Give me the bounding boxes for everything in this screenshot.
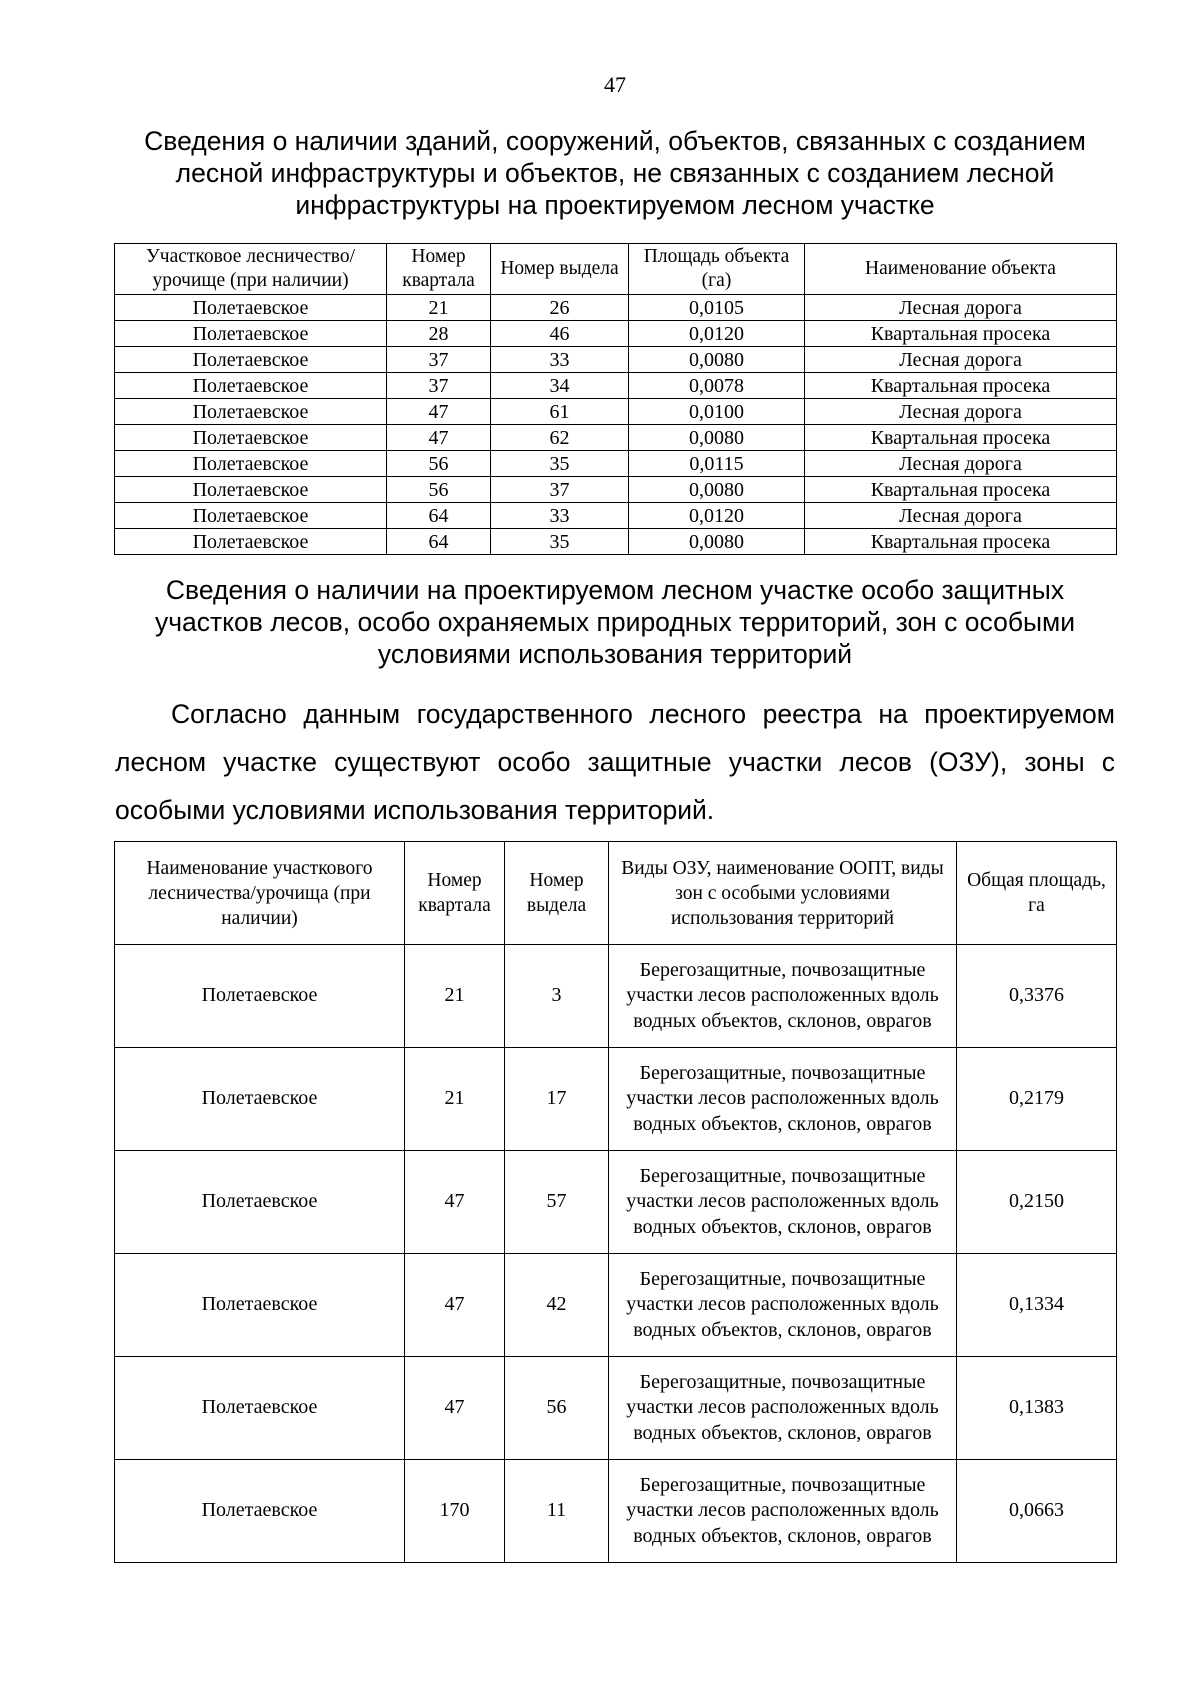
cell-forestry: Полетаевское bbox=[115, 1048, 405, 1151]
cell-forestry: Полетаевское bbox=[115, 373, 387, 399]
cell-protection-type: Берегозащитные, почвозащитные участки лесов расположенных вдоль водных объектов, склонов, оврагов bbox=[609, 1151, 957, 1254]
table-row bbox=[115, 347, 1117, 373]
body-paragraph: Согласно данным государственного лесного реестра на проектируемом лесном участке существуют особо защитные участки лесов (ОЗУ), зоны с особыми условиями использования территорий. bbox=[115, 699, 1115, 825]
header-area: Площадь объекта (га) bbox=[629, 244, 805, 295]
cell-area: 0,0080 bbox=[629, 529, 805, 555]
cell-area: 0,0100 bbox=[629, 399, 805, 425]
cell-quarter: 28 bbox=[387, 321, 491, 347]
cell-quarter: 56 bbox=[387, 477, 491, 503]
header-allotment: Номер выдела bbox=[491, 244, 629, 295]
cell-quarter: 170 bbox=[405, 1460, 505, 1563]
cell-forestry: Полетаевское bbox=[115, 1151, 405, 1254]
protected-areas-table bbox=[114, 841, 1117, 1563]
table-row bbox=[115, 477, 1117, 503]
cell-protection-type: Берегозащитные, почвозащитные участки лесов расположенных вдоль водных объектов, склонов, оврагов bbox=[609, 945, 957, 1048]
cell-forestry: Полетаевское bbox=[115, 477, 387, 503]
table-row bbox=[115, 373, 1117, 399]
cell-total-area: 0,2179 bbox=[957, 1048, 1117, 1151]
cell-forestry: Полетаевское bbox=[115, 945, 405, 1048]
cell-allotment: 56 bbox=[505, 1357, 609, 1460]
cell-allotment: 34 bbox=[491, 373, 629, 399]
page-number: 47 bbox=[604, 72, 626, 97]
cell-object-name: Лесная дорога bbox=[805, 451, 1117, 477]
header-quarter: Номер квартала bbox=[387, 244, 491, 295]
cell-allotment: 3 bbox=[505, 945, 609, 1048]
table-row bbox=[115, 1254, 1117, 1357]
cell-allotment: 46 bbox=[491, 321, 629, 347]
cell-quarter: 47 bbox=[405, 1357, 505, 1460]
cell-object-name: Лесная дорога bbox=[805, 399, 1117, 425]
cell-allotment: 33 bbox=[491, 347, 629, 373]
header-forestry-name: Наименование участкового лесничества/урочища (при наличии) bbox=[115, 842, 405, 945]
section-heading-infrastructure: Сведения о наличии зданий, сооружений, объектов, связанных с созданием лесной инфраструктуры и объектов, не связанных с созданием лесной инфраструктуры на проектируемом лесном участке bbox=[144, 126, 1086, 220]
cell-allotment: 11 bbox=[505, 1460, 609, 1563]
header-total-area: Общая площадь, га bbox=[957, 842, 1117, 945]
cell-object-name: Лесная дорога bbox=[805, 503, 1117, 529]
table-row bbox=[115, 1151, 1117, 1254]
cell-allotment: 42 bbox=[505, 1254, 609, 1357]
cell-quarter: 47 bbox=[387, 399, 491, 425]
cell-forestry: Полетаевское bbox=[115, 425, 387, 451]
cell-allotment: 37 bbox=[491, 477, 629, 503]
cell-object-name: Квартальная просека bbox=[805, 321, 1117, 347]
cell-quarter: 47 bbox=[405, 1254, 505, 1357]
cell-object-name: Квартальная просека bbox=[805, 477, 1117, 503]
cell-protection-type: Берегозащитные, почвозащитные участки лесов расположенных вдоль водных объектов, склонов, оврагов bbox=[609, 1460, 957, 1563]
cell-total-area: 0,1383 bbox=[957, 1357, 1117, 1460]
cell-total-area: 0,1334 bbox=[957, 1254, 1117, 1357]
infrastructure-table bbox=[114, 243, 1117, 555]
cell-forestry: Полетаевское bbox=[115, 295, 387, 321]
cell-forestry: Полетаевское bbox=[115, 451, 387, 477]
cell-forestry: Полетаевское bbox=[115, 321, 387, 347]
cell-forestry: Полетаевское bbox=[115, 503, 387, 529]
cell-protection-type: Берегозащитные, почвозащитные участки лесов расположенных вдоль водных объектов, склонов, оврагов bbox=[609, 1357, 957, 1460]
cell-allotment: 57 bbox=[505, 1151, 609, 1254]
cell-allotment: 62 bbox=[491, 425, 629, 451]
cell-forestry: Полетаевское bbox=[115, 1460, 405, 1563]
cell-area: 0,0080 bbox=[629, 477, 805, 503]
table-row bbox=[115, 945, 1117, 1048]
cell-area: 0,0078 bbox=[629, 373, 805, 399]
cell-area: 0,0080 bbox=[629, 347, 805, 373]
table-header-row bbox=[115, 244, 1117, 295]
section-heading-protected-areas: Сведения о наличии на проектируемом лесном участке особо защитных участков лесов, особо охраняемых природных территорий, зон с особыми условиями использования территорий bbox=[154, 575, 1076, 669]
cell-quarter: 64 bbox=[387, 529, 491, 555]
cell-area: 0,0105 bbox=[629, 295, 805, 321]
cell-forestry: Полетаевское bbox=[115, 1357, 405, 1460]
table-row bbox=[115, 1460, 1117, 1563]
cell-quarter: 56 bbox=[387, 451, 491, 477]
cell-forestry: Полетаевское bbox=[115, 347, 387, 373]
table-row bbox=[115, 1357, 1117, 1460]
cell-quarter: 64 bbox=[387, 503, 491, 529]
cell-object-name: Лесная дорога bbox=[805, 347, 1117, 373]
cell-allotment: 26 bbox=[491, 295, 629, 321]
cell-quarter: 47 bbox=[387, 425, 491, 451]
table-row bbox=[115, 1048, 1117, 1151]
cell-area: 0,0080 bbox=[629, 425, 805, 451]
table-row bbox=[115, 451, 1117, 477]
table-row bbox=[115, 503, 1117, 529]
cell-forestry: Полетаевское bbox=[115, 1254, 405, 1357]
cell-quarter: 37 bbox=[387, 347, 491, 373]
table-row bbox=[115, 529, 1117, 555]
cell-allotment: 33 bbox=[491, 503, 629, 529]
cell-allotment: 35 bbox=[491, 451, 629, 477]
cell-area: 0,0120 bbox=[629, 503, 805, 529]
cell-quarter: 37 bbox=[387, 373, 491, 399]
cell-allotment: 17 bbox=[505, 1048, 609, 1151]
cell-area: 0,0120 bbox=[629, 321, 805, 347]
cell-quarter: 21 bbox=[405, 945, 505, 1048]
cell-total-area: 0,0663 bbox=[957, 1460, 1117, 1563]
header-forestry: Участковое лесничество/ урочище (при наличии) bbox=[115, 244, 387, 295]
cell-object-name: Квартальная просека bbox=[805, 373, 1117, 399]
table-row bbox=[115, 321, 1117, 347]
cell-quarter: 21 bbox=[387, 295, 491, 321]
cell-total-area: 0,3376 bbox=[957, 945, 1117, 1048]
header-allotment: Номер выдела bbox=[505, 842, 609, 945]
cell-forestry: Полетаевское bbox=[115, 399, 387, 425]
cell-protection-type: Берегозащитные, почвозащитные участки лесов расположенных вдоль водных объектов, склонов, оврагов bbox=[609, 1048, 957, 1151]
cell-quarter: 47 bbox=[405, 1151, 505, 1254]
header-object-name: Наименование объекта bbox=[805, 244, 1117, 295]
table-row bbox=[115, 295, 1117, 321]
table-row bbox=[115, 399, 1117, 425]
table-header-row bbox=[115, 842, 1117, 945]
table-row bbox=[115, 425, 1117, 451]
cell-object-name: Лесная дорога bbox=[805, 295, 1117, 321]
header-quarter: Номер квартала bbox=[405, 842, 505, 945]
cell-object-name: Квартальная просека bbox=[805, 529, 1117, 555]
cell-protection-type: Берегозащитные, почвозащитные участки лесов расположенных вдоль водных объектов, склонов, оврагов bbox=[609, 1254, 957, 1357]
cell-object-name: Квартальная просека bbox=[805, 425, 1117, 451]
header-protection-type: Виды ОЗУ, наименование ООПТ, виды зон с особыми условиями использования территорий bbox=[609, 842, 957, 945]
cell-area: 0,0115 bbox=[629, 451, 805, 477]
cell-forestry: Полетаевское bbox=[115, 529, 387, 555]
cell-allotment: 61 bbox=[491, 399, 629, 425]
cell-allotment: 35 bbox=[491, 529, 629, 555]
cell-total-area: 0,2150 bbox=[957, 1151, 1117, 1254]
cell-quarter: 21 bbox=[405, 1048, 505, 1151]
